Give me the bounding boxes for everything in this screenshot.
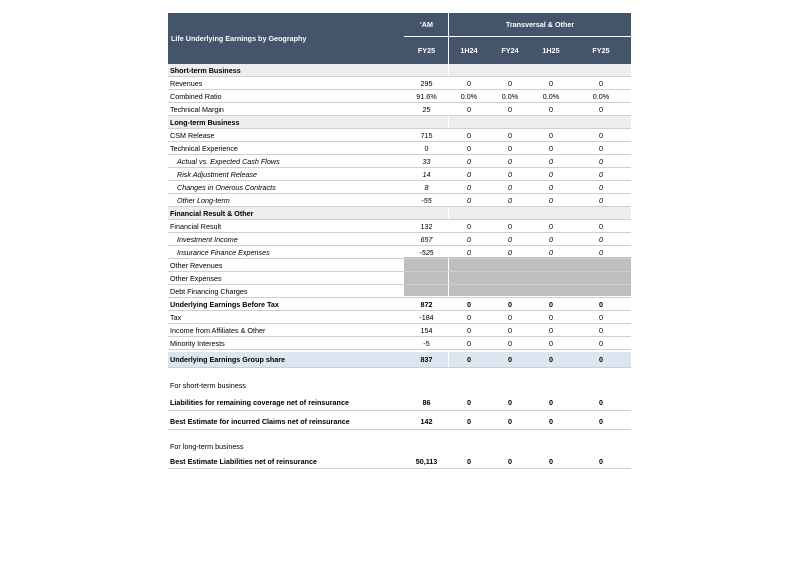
column-header-fy25: FY25 [571, 37, 631, 64]
row-value [449, 378, 489, 392]
row-value: 0 [508, 234, 512, 244]
table-row [168, 233, 631, 246]
row-value [404, 207, 449, 219]
row-label: Risk Adjustment Release [177, 169, 258, 179]
row-label: Best Estimate Liabilities net of reinsurance [170, 456, 317, 466]
row-value: 33 [422, 156, 431, 166]
row-value: 0 [549, 338, 553, 348]
row-value: 0 [549, 182, 553, 192]
row-value [489, 378, 531, 392]
row-label: Combined Ratio [170, 91, 222, 101]
row-value: 132 [420, 221, 433, 231]
row-value [531, 259, 571, 271]
row-value [449, 285, 489, 297]
row-value: 0 [467, 143, 471, 153]
table-row [168, 439, 631, 453]
row-label: Income from Affiliates & Other [170, 325, 266, 335]
row-value: 0 [508, 195, 512, 205]
table-row [168, 413, 631, 430]
row-value: 14 [422, 169, 431, 179]
row-value: 25 [422, 104, 431, 114]
table-row [168, 337, 631, 350]
row-value: 0 [467, 182, 471, 192]
row-value: 872 [420, 299, 433, 309]
row-value: 0 [508, 247, 512, 257]
row-value [449, 272, 489, 284]
row-value: 0 [599, 397, 603, 407]
row-label: Actual vs. Expected Cash Flows [177, 156, 280, 166]
row-value [489, 285, 531, 297]
column-group-am: 'AM [404, 13, 449, 36]
row-value: 0.0% [501, 91, 519, 101]
row-value [449, 439, 489, 453]
row-value: 0 [599, 221, 603, 231]
row-value: 0 [549, 234, 553, 244]
row-value: 0 [467, 456, 471, 466]
row-value: 0 [549, 221, 553, 231]
row-value [404, 116, 449, 128]
table-row [168, 90, 631, 103]
row-value: 0 [599, 104, 603, 114]
table-row [168, 194, 631, 207]
row-value [404, 272, 449, 284]
row-label: Minority Interests [170, 338, 225, 348]
row-value: 0 [467, 312, 471, 322]
row-value: 0 [467, 247, 471, 257]
row-value [531, 378, 571, 392]
row-value: 0 [549, 130, 553, 140]
row-value: 0 [599, 143, 603, 153]
row-label: Debt Financing Charges [170, 286, 248, 296]
row-value: 0 [549, 78, 553, 88]
row-label: Best Estimate for incurred Claims net of reinsurance [170, 416, 350, 426]
row-value [489, 272, 531, 284]
row-value [571, 207, 631, 219]
row-value: 0 [467, 104, 471, 114]
row-value: 0 [549, 143, 553, 153]
table-row [168, 272, 631, 285]
row-value: 0 [549, 456, 553, 466]
column-group-transversal-other: Transversal & Other [449, 13, 631, 36]
table-row [168, 207, 631, 220]
row-value: 0 [508, 312, 512, 322]
row-value [404, 285, 449, 297]
row-value: 0 [467, 195, 471, 205]
row-value: 657 [420, 234, 433, 244]
table-row [168, 311, 631, 324]
row-value: 0 [508, 104, 512, 114]
row-value: 0 [599, 416, 603, 426]
table-row [168, 116, 631, 129]
row-value [404, 64, 449, 76]
row-value [571, 64, 631, 76]
row-value: 0 [549, 355, 553, 364]
table-row [168, 246, 631, 259]
row-value: 0 [549, 169, 553, 179]
row-value: 0 [599, 312, 603, 322]
row-value: 0 [549, 104, 553, 114]
row-value: 86 [422, 397, 431, 407]
row-value [571, 285, 631, 297]
row-value: 0 [467, 325, 471, 335]
row-value: 0 [467, 234, 471, 244]
row-value: 0 [467, 221, 471, 231]
row-value: 0 [599, 78, 603, 88]
row-value: 837 [420, 355, 433, 364]
row-label: Long-term Business [170, 117, 240, 127]
table-row [168, 324, 631, 337]
column-header-fy25-am: FY25 [404, 37, 449, 64]
row-value: 0 [599, 338, 603, 348]
row-value: 142 [420, 416, 433, 426]
row-value: 0 [599, 130, 603, 140]
row-label: For short-term business [170, 380, 246, 390]
column-header-1h25: 1H25 [531, 37, 571, 64]
table-row [168, 129, 631, 142]
row-value: 0 [467, 130, 471, 140]
table-row [168, 181, 631, 194]
row-value [571, 259, 631, 271]
row-value: 0 [599, 456, 603, 466]
row-value: 0 [508, 182, 512, 192]
row-value [571, 439, 631, 453]
row-value: 0 [467, 355, 471, 364]
row-value: 0 [508, 130, 512, 140]
table-row [168, 352, 631, 368]
row-value [489, 116, 531, 128]
row-value: 0 [467, 78, 471, 88]
row-value: 0 [467, 299, 471, 309]
table-row [168, 298, 631, 311]
table-row [168, 394, 631, 411]
row-value: 0 [599, 355, 603, 364]
row-label: Technical Margin [170, 104, 224, 114]
row-value: 0 [508, 78, 512, 88]
row-value [571, 378, 631, 392]
row-value [531, 116, 571, 128]
table-row [168, 64, 631, 77]
row-label: Other Revenues [170, 260, 223, 270]
row-value: 0 [467, 338, 471, 348]
row-label: Financial Result [170, 221, 222, 231]
row-value: 0 [599, 247, 603, 257]
table-row [168, 142, 631, 155]
row-value: 0 [549, 156, 553, 166]
row-value: 0 [599, 182, 603, 192]
row-value [449, 64, 489, 76]
row-value: -184 [419, 312, 434, 322]
row-value [489, 64, 531, 76]
row-value: 0.0% [592, 91, 610, 101]
row-value [531, 207, 571, 219]
row-value: -525 [419, 247, 434, 257]
row-label: Tax [170, 312, 182, 322]
table-row [168, 285, 631, 298]
row-value: 0 [508, 397, 512, 407]
row-value: 0 [599, 195, 603, 205]
table-row [168, 378, 631, 392]
row-value: 0 [467, 169, 471, 179]
row-value: 0 [599, 325, 603, 335]
row-value: 8 [424, 182, 429, 192]
row-label: Revenues [170, 78, 203, 88]
table-row [168, 155, 631, 168]
row-value [531, 285, 571, 297]
table-row [168, 454, 631, 469]
row-label: For long-term business [170, 441, 244, 451]
row-value [571, 272, 631, 284]
row-value: 715 [420, 130, 433, 140]
table-row [168, 103, 631, 116]
row-value: 0 [508, 456, 512, 466]
row-value [404, 378, 449, 392]
column-header-1h24: 1H24 [449, 37, 489, 64]
row-value: 0 [599, 169, 603, 179]
row-value: 0 [549, 247, 553, 257]
row-value: 0 [549, 195, 553, 205]
row-value: 0 [599, 234, 603, 244]
row-label: Technical Experience [170, 143, 238, 153]
row-value: 0 [424, 143, 429, 153]
row-value [489, 439, 531, 453]
row-label: Insurance Finance Expenses [177, 247, 270, 257]
table-row [168, 259, 631, 272]
row-value [489, 207, 531, 219]
row-value: 0 [508, 416, 512, 426]
row-value: 0 [508, 325, 512, 335]
row-value [531, 64, 571, 76]
row-label: Investment Income [177, 234, 238, 244]
row-value: -5 [423, 338, 430, 348]
row-label: Underlying Earnings Group share [170, 355, 286, 364]
row-label: Liabilities for remaining coverage net of reinsurance [170, 397, 349, 407]
row-value: 0 [508, 169, 512, 179]
table-row [168, 77, 631, 90]
row-value: 0 [467, 397, 471, 407]
table-row [168, 220, 631, 233]
row-label: Changes in Onerous Contracts [177, 182, 276, 192]
row-value: -55 [421, 195, 432, 205]
row-value [404, 439, 449, 453]
row-value: 0 [508, 143, 512, 153]
row-value [449, 207, 489, 219]
row-value [531, 272, 571, 284]
row-label: Financial Result & Other [170, 208, 254, 218]
row-value: 295 [420, 78, 433, 88]
row-value: 91.6% [416, 91, 437, 101]
row-label: Other Expenses [170, 273, 222, 283]
row-value [571, 116, 631, 128]
table-row [168, 168, 631, 181]
row-value [531, 439, 571, 453]
row-label: Other Long-term [177, 195, 230, 205]
row-label: CSM Release [170, 130, 215, 140]
row-value [449, 259, 489, 271]
row-value: 0 [599, 156, 603, 166]
row-value: 0 [467, 156, 471, 166]
row-value [404, 259, 449, 271]
row-value: 0 [549, 397, 553, 407]
row-value: 0 [508, 299, 512, 309]
row-value: 0 [467, 416, 471, 426]
row-value: 0 [599, 299, 603, 309]
row-value: 0 [508, 156, 512, 166]
row-value: 50,113 [415, 456, 438, 466]
column-header-fy24: FY24 [489, 37, 531, 64]
row-label: Short-term Business [170, 65, 241, 75]
table-title: Life Underlying Earnings by Geography [168, 13, 404, 64]
row-value: 0 [508, 338, 512, 348]
row-value: 0 [549, 299, 553, 309]
row-label: Underlying Earnings Before Tax [170, 299, 279, 309]
row-value: 0 [549, 312, 553, 322]
row-value: 0 [508, 221, 512, 231]
row-value: 0.0% [460, 91, 478, 101]
row-value [489, 259, 531, 271]
row-value: 0 [549, 325, 553, 335]
row-value [449, 116, 489, 128]
row-value: 0 [508, 355, 512, 364]
row-value: 0.0% [542, 91, 560, 101]
row-value: 0 [549, 416, 553, 426]
row-value: 154 [420, 325, 433, 335]
